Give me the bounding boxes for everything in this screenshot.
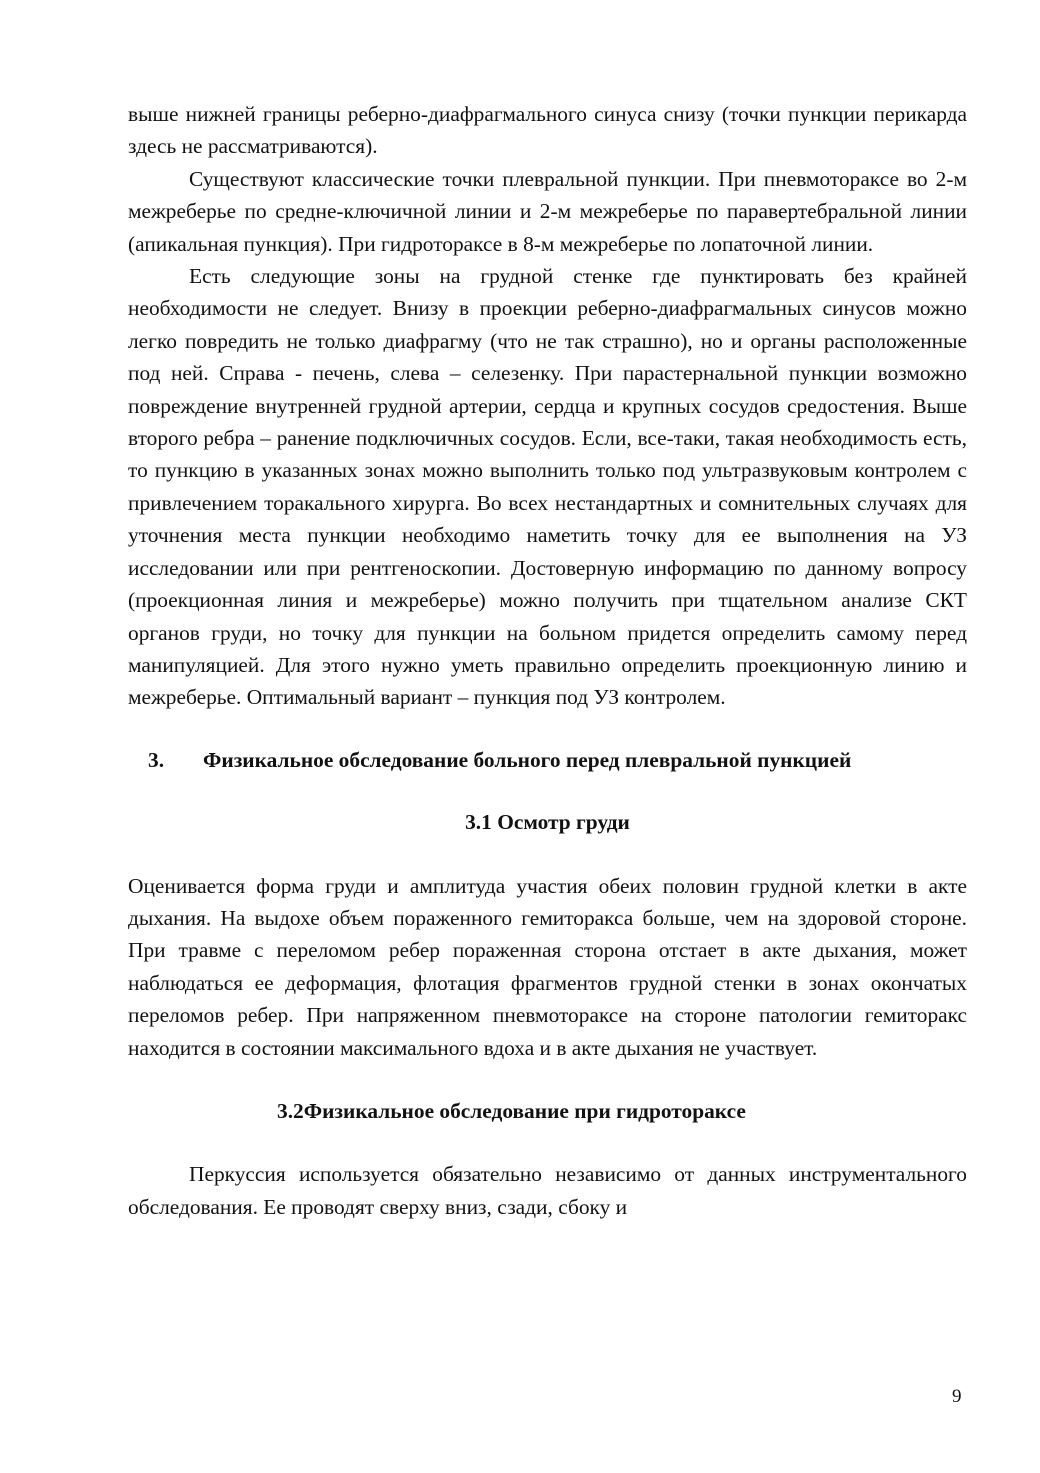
section-3-1-heading: 3.1 Осмотр груди (465, 810, 630, 835)
paragraph-percussion: Перкуссия используется обязательно независимо от данных инструментального обследования. Ее проводят сверху вниз, сзади, сбоку и (128, 1162, 967, 1219)
paragraph-danger-zones: Есть следующие зоны на грудной стенке где пунктировать без крайней необходимости не следует. Внизу в проекции реберно-диафрагмальных синусов можно легко повредить не только диафрагму (что не так страшно), но и органы расположенные под ней. Справа - печень, слева – селезенку. При парастернальной пункции возможно повреждение внутренней грудной артерии, сердца и крупных сосудов средостения. Выше второго ребра – ранение подключичных сосудов. Если, все-таки, такая необходимость есть, то пункцию в указанных зонах можно выполнить только под ультразвуковым контролем с привлечением торакального хирурга. Во всех нестандартных и сомнительных случаях для уточнения места пункции необходимо наметить точку для ее выполнения на УЗ исследовании или при рентгеноскопии. Достоверную информацию по данному вопросу (проекционная линия и межреберье) можно получить при тщательном анализе СКТ органов груди, но точку для пункции на больном придется определить самому перед манипуляцией. Для этого нужно уметь правильно определить проекционную линию и межреберье. Оптимальный вариант – пункция под УЗ контролем. (128, 264, 967, 710)
paragraph-chest-examination: Оценивается форма груди и амплитуда участия обеих половин грудной клетки в акте дыхания. На выдохе объем пораженного гемиторакса больше, чем на здоровой стороне. При травме с переломом ребер пораженная сторона отстает в акте дыхания, может наблюдаться ее деформация, флотация фрагментов грудной стенки в зонах окончатых переломов ребер. При напряженном пневмотораксе на стороне патологии гемиторакс находится в состоянии максимального вдоха и в акте дыхания не участвует. (128, 873, 967, 1060)
section-3-number: 3. (148, 747, 165, 772)
section-3-2-heading: 3.2Физикальное обследование при гидротораксе (277, 1098, 746, 1123)
paragraph-top-continuation: выше нижней границы реберно-диафрагмального синуса снизу (точки пункции перикарда здесь не рассматриваются). (128, 102, 967, 159)
paragraph-puncture-points: Существуют классические точки плевральной пункции. При пневмотораксе во 2-м межреберье по средне-ключичной линии и 2-м межреберье по паравертебральной линии (апикальная пункция). При гидротораксе в 8-м межреберье по лопаточной линии. (128, 166, 967, 256)
section-3-title: Физикальное обследование больного перед плевральной пункцией (203, 747, 852, 772)
page-number: 9 (952, 1386, 962, 1407)
section-3-heading (128, 744, 967, 776)
page-body (128, 98, 967, 1223)
